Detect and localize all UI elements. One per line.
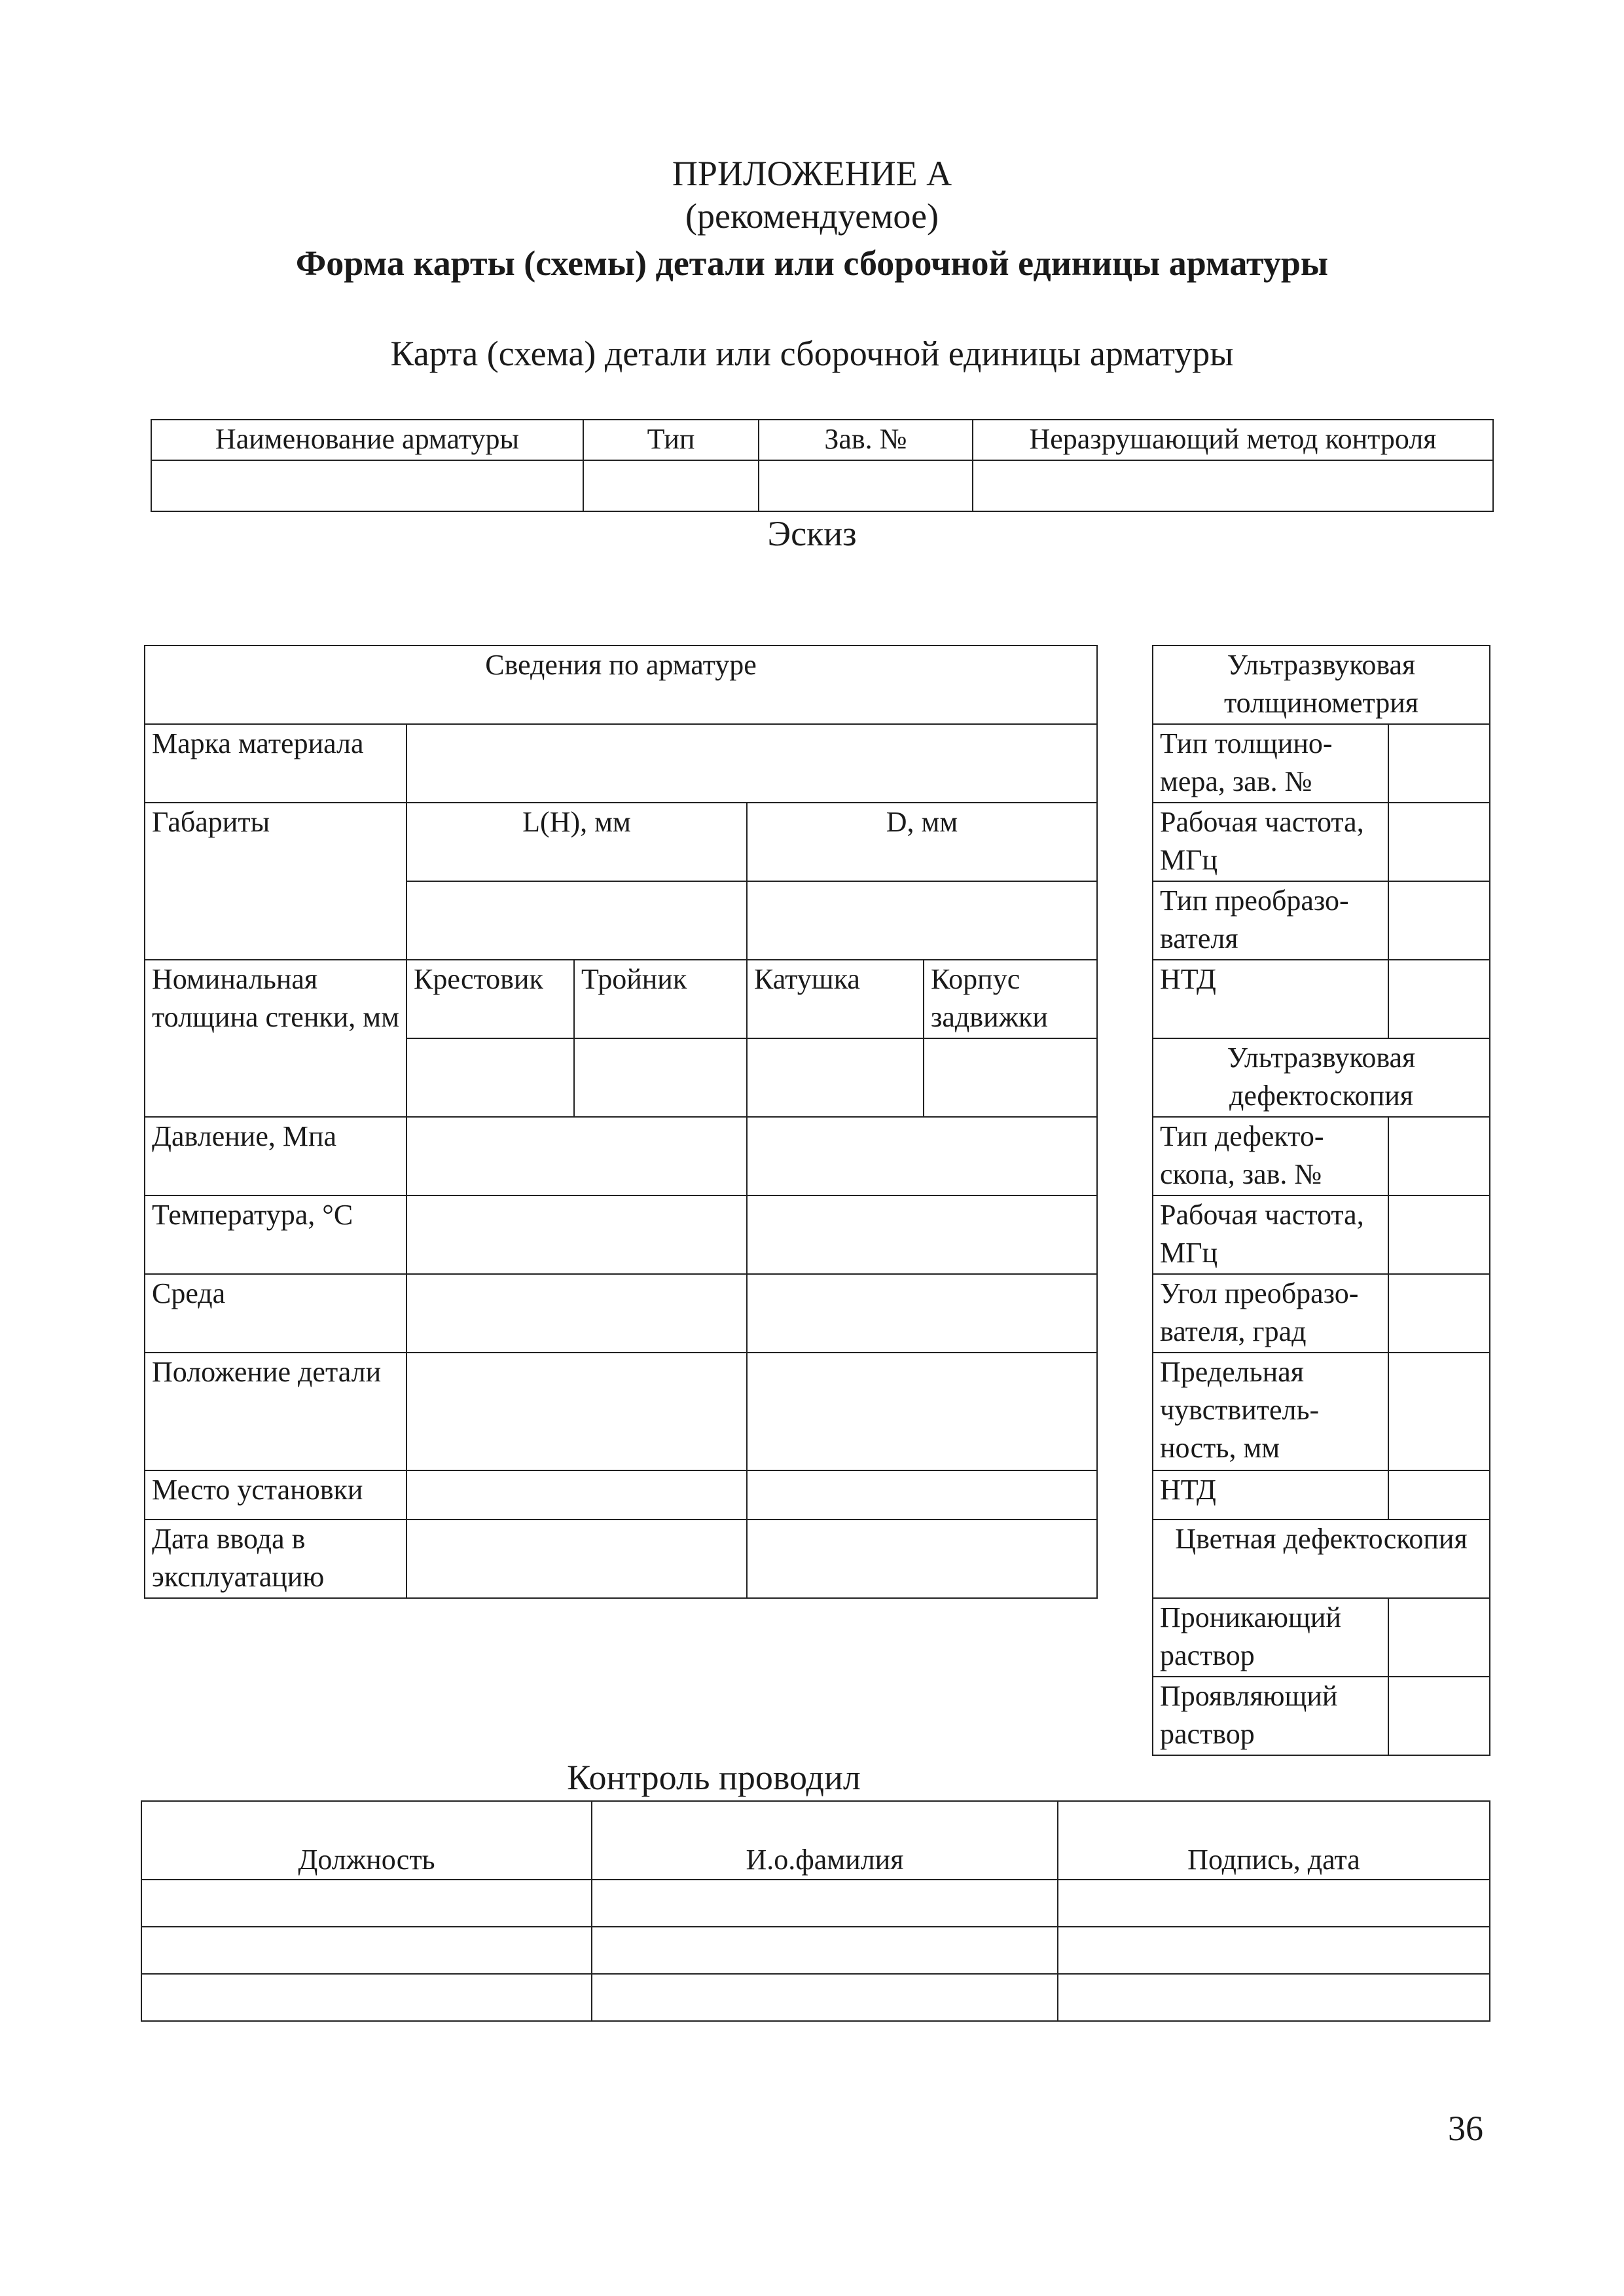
thickness-title: Ультразвуковая толщинометрия — [1153, 646, 1490, 724]
type-cell[interactable] — [583, 460, 759, 511]
wall-valve-cell[interactable] — [924, 1038, 1097, 1117]
ndt-table — [1152, 645, 1490, 1756]
flaw-angle-label: Угол преобразо-вателя, град — [1153, 1274, 1388, 1353]
flaw-sensitivity-cell[interactable] — [1388, 1353, 1490, 1470]
serial-cell[interactable] — [759, 460, 973, 511]
install-place-cell-1[interactable] — [406, 1470, 747, 1520]
info-title: Сведения по арматуре — [145, 646, 1097, 724]
position-cell-2[interactable] — [747, 1353, 1097, 1470]
thickness-freq-cell[interactable] — [1388, 803, 1490, 881]
name-cell[interactable] — [151, 460, 583, 511]
flaw-ntd-label: НТД — [1153, 1470, 1388, 1520]
temperature-cell-1[interactable] — [406, 1195, 747, 1274]
flaw-freq-cell[interactable] — [1388, 1195, 1490, 1274]
control-signature-cell[interactable] — [1058, 1974, 1490, 2021]
header-name: Наименование арматуры — [151, 420, 583, 460]
thickness-gauge-cell[interactable] — [1388, 724, 1490, 803]
control-position-cell[interactable] — [141, 1927, 592, 1974]
control-header-name: И.о.фамилия — [592, 1801, 1058, 1880]
control-position-cell[interactable] — [141, 1974, 592, 2021]
material-cell[interactable] — [406, 724, 1097, 803]
dimensions-label: Габариты — [145, 803, 406, 960]
control-name-cell[interactable] — [592, 1880, 1058, 1927]
appendix-label: ПРИЛОЖЕНИЕ А — [672, 154, 952, 193]
control-table — [141, 1800, 1490, 2022]
penetrant-label: Проникающий раствор — [1153, 1598, 1388, 1677]
flaw-ntd-cell[interactable] — [1388, 1470, 1490, 1520]
control-header-position: Должность — [141, 1801, 592, 1880]
control-header-signature: Подпись, дата — [1058, 1801, 1490, 1880]
position-label: Положение детали — [145, 1353, 406, 1470]
developer-cell[interactable] — [1388, 1677, 1490, 1755]
penetrant-cell[interactable] — [1388, 1598, 1490, 1677]
wall-col-spool: Катушка — [747, 960, 924, 1038]
armature-info-table — [144, 645, 1098, 1599]
flaw-detector-cell[interactable] — [1388, 1117, 1490, 1195]
sketch-label: Эскиз — [767, 514, 857, 553]
thickness-ntd-label: НТД — [1153, 960, 1388, 1038]
wall-tee-cell[interactable] — [574, 1038, 747, 1117]
flaw-sensitivity-label: Предельная чувствитель-ность, мм — [1153, 1353, 1388, 1470]
pressure-cell-1[interactable] — [406, 1117, 747, 1195]
dim-length-header: L(H), мм — [406, 803, 747, 881]
control-name-cell[interactable] — [592, 1927, 1058, 1974]
control-signature-cell[interactable] — [1058, 1880, 1490, 1927]
commission-date-cell-2[interactable] — [747, 1520, 1097, 1598]
dim-diameter-header: D, мм — [747, 803, 1097, 881]
material-label: Марка материала — [145, 724, 406, 803]
medium-label: Среда — [145, 1274, 406, 1353]
control-title: Контроль проводил — [567, 1758, 861, 1797]
appendix-status: (рекомендуемое) — [685, 196, 939, 236]
developer-label: Проявляющий раствор — [1153, 1677, 1388, 1755]
temperature-label: Температура, °С — [145, 1195, 406, 1274]
flaw-freq-label: Рабочая частота, МГц — [1153, 1195, 1388, 1274]
wall-col-valve-body: Корпус задвижки — [924, 960, 1097, 1038]
dim-diameter-cell[interactable] — [747, 881, 1097, 960]
armature-id-table — [151, 419, 1494, 512]
form-title: Форма карты (схемы) детали или сборочной единицы арматуры — [295, 244, 1329, 283]
position-cell-1[interactable] — [406, 1353, 747, 1470]
header-type: Тип — [583, 420, 759, 460]
commission-date-label: Дата ввода в эксплуатацию — [145, 1520, 406, 1598]
pressure-label: Давление, Мпа — [145, 1117, 406, 1195]
pressure-cell-2[interactable] — [747, 1117, 1097, 1195]
header-serial: Зав. № — [759, 420, 973, 460]
thickness-transducer-cell[interactable] — [1388, 881, 1490, 960]
thickness-ntd-cell[interactable] — [1388, 960, 1490, 1038]
flaw-detector-label: Тип дефекто-скопа, зав. № — [1153, 1117, 1388, 1195]
control-position-cell[interactable] — [141, 1880, 592, 1927]
ndt-method-cell[interactable] — [973, 460, 1493, 511]
color-title: Цветная дефектоскопия — [1153, 1520, 1490, 1598]
wall-spool-cell[interactable] — [747, 1038, 924, 1117]
wall-col-cross: Крестовик — [406, 960, 574, 1038]
dim-length-cell[interactable] — [406, 881, 747, 960]
page-number: 36 — [1448, 2109, 1483, 2148]
wall-thickness-label: Номинальная толщина стенки, мм — [145, 960, 406, 1117]
flaw-angle-cell[interactable] — [1388, 1274, 1490, 1353]
thickness-freq-label: Рабочая частота, МГц — [1153, 803, 1388, 881]
thickness-gauge-label: Тип толщино-мера, зав. № — [1153, 724, 1388, 803]
medium-cell-1[interactable] — [406, 1274, 747, 1353]
install-place-label: Место установки — [145, 1470, 406, 1520]
temperature-cell-2[interactable] — [747, 1195, 1097, 1274]
medium-cell-2[interactable] — [747, 1274, 1097, 1353]
wall-col-tee: Тройник — [574, 960, 747, 1038]
thickness-transducer-label: Тип преобразо-вателя — [1153, 881, 1388, 960]
card-title: Карта (схема) детали или сборочной единицы арматуры — [390, 334, 1234, 373]
commission-date-cell-1[interactable] — [406, 1520, 747, 1598]
wall-cross-cell[interactable] — [406, 1038, 574, 1117]
header-ndt-method: Неразрушающий метод контроля — [973, 420, 1493, 460]
flaw-title: Ультразвуковая дефектоскопия — [1153, 1038, 1490, 1117]
control-name-cell[interactable] — [592, 1974, 1058, 2021]
install-place-cell-2[interactable] — [747, 1470, 1097, 1520]
control-signature-cell[interactable] — [1058, 1927, 1490, 1974]
